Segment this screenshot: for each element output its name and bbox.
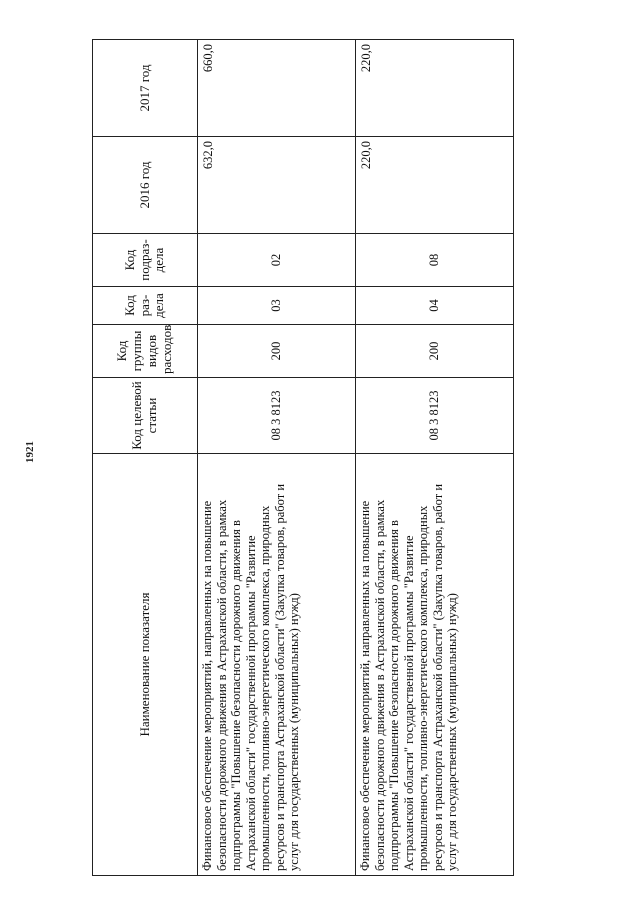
row-name: Финансовое обеспечение мероприятий, направленных на повышение безопасности дорожного движения в Астраханской области, в рамках подпрограммы "Повышение безопасности дорожного движения в Астраханской области" государственной программы "Развитие промышленности, топливно-энергетического комплекса, природных ресурсов и транспорта Астраханской области" (Закупка товаров, работ и услуг для государственных (муниципальных) нужд) xyxy=(356,454,514,876)
row-year-2017: 220,0 xyxy=(356,40,514,137)
header-name: Наименование показателя xyxy=(93,454,198,876)
header-subsection: Код подраз- дела xyxy=(93,234,198,287)
row-target-code: 08 3 8123 xyxy=(356,378,514,454)
table-row xyxy=(356,40,514,876)
row-subsection: 02 xyxy=(198,234,356,287)
header-target-code: Код целевой статьи xyxy=(93,378,198,454)
header-section: Код раз- дела xyxy=(93,287,198,325)
row-expense-group: 200 xyxy=(198,325,356,378)
table-row xyxy=(198,40,356,876)
row-name: Финансовое обеспечение мероприятий, направленных на повышение безопасности дорожного движения в Астраханской области, в рамках подпрограммы "Повышение безопасности дорожного движения в Астраханской области" государственной программы "Развитие промышленности, топливно-энергетического комплекса, природных ресурсов и транспорта Астраханской области" (Закупка товаров, работ и услуг для государственных (муниципальных) нужд) xyxy=(198,454,356,876)
header-year-2016: 2016 год xyxy=(93,137,198,234)
row-section: 03 xyxy=(198,287,356,325)
row-year-2016: 220,0 xyxy=(356,137,514,234)
page-number: 1921 xyxy=(24,441,36,463)
row-expense-group: 200 xyxy=(356,325,514,378)
header-expense-group: Код группы видов расходов xyxy=(93,325,198,378)
row-target-code: 08 3 8123 xyxy=(198,378,356,454)
header-year-2017: 2017 год xyxy=(93,40,198,137)
row-subsection: 08 xyxy=(356,234,514,287)
budget-table xyxy=(92,39,514,876)
table-header-row xyxy=(93,40,198,876)
row-year-2017: 660,0 xyxy=(198,40,356,137)
row-year-2016: 632,0 xyxy=(198,137,356,234)
row-section: 04 xyxy=(356,287,514,325)
rotated-table-container xyxy=(92,40,513,876)
